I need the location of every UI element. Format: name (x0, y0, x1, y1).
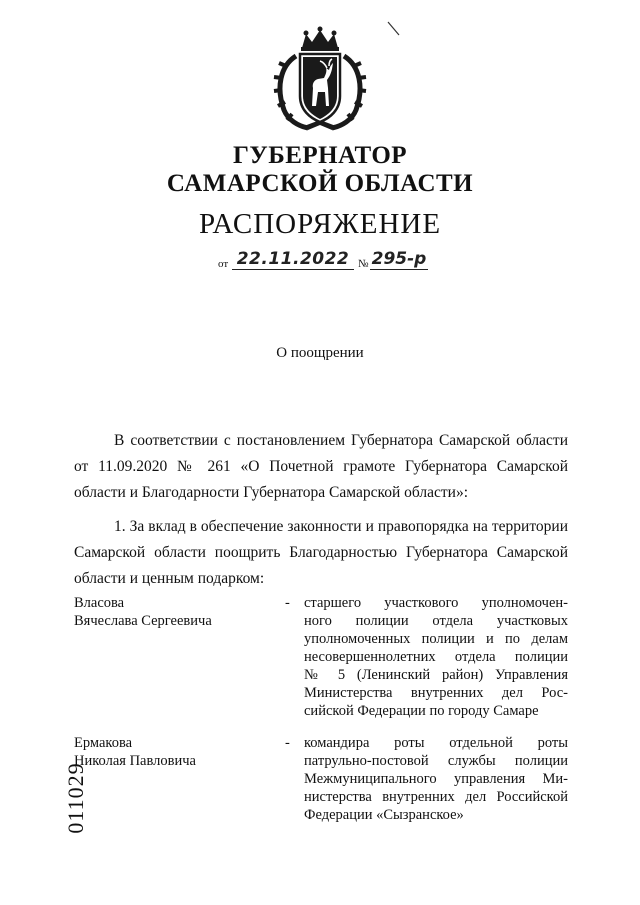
document-type-title: РАСПОРЯЖЕНИЕ (198, 208, 442, 240)
position-line: сийской Федерации по городу Самаре (304, 703, 539, 719)
awardee-surname: Власова (74, 595, 125, 611)
awardee-surname: Ермакова (74, 735, 133, 751)
position-line: Федерации «Сызранское» (304, 807, 464, 823)
position-line: несовершеннолетних отдела полиции (304, 649, 568, 665)
position-line: ного полиции отдела участковых (304, 613, 568, 629)
stray-pen-mark (386, 20, 402, 38)
position-line: № 5 (Ленинский район) Управления (304, 667, 568, 683)
samara-coat-of-arms-icon (272, 26, 368, 132)
position-line: Межмуниципального управления Ми- (304, 771, 568, 787)
governor-title-line2: САМАРСКОЙ ОБЛАСТИ (166, 170, 474, 197)
governor-title-line1: ГУБЕРНАТОР (232, 142, 408, 169)
position-line: командира роты отдельной роты (304, 735, 568, 751)
date-underline (232, 269, 354, 270)
position-line: нистерства внутренних дел Российской (304, 789, 568, 805)
awardee-given-names: Вячеслава Сергеевича (74, 613, 212, 629)
number-underline (370, 269, 428, 270)
awardee-name (74, 734, 274, 770)
handwritten-number: 295-р (371, 249, 427, 269)
position-line: уполномоченных полиции и по делам (304, 631, 568, 647)
side-registration-number: 011029 (63, 762, 88, 834)
position-line: патрульно-постовой службы полиции (304, 753, 568, 769)
decision-paragraph: 1. За вклад в обеспечение законности и правопорядка на территории Самарской области поощрить Благодарностью Губернатора Самарской области и ценным подарком: (74, 518, 568, 587)
awardee-given-names: Николая Павловича (74, 753, 196, 769)
date-prefix: от (218, 258, 229, 270)
entry-dash: - (285, 595, 290, 611)
awardee-position (304, 734, 568, 824)
awardee-position (304, 594, 568, 720)
document-subject: О поощрении (276, 345, 364, 361)
position-line: Министерства внутренних дел Рос- (304, 685, 568, 701)
awardee-name (74, 594, 274, 630)
date-number-line (218, 249, 428, 274)
position-line: старшего участкового уполномочен- (304, 595, 568, 611)
number-label: № (358, 258, 369, 270)
handwritten-date: 22.11.2022 (236, 249, 350, 269)
preamble-paragraph: В соответствии с постановлением Губернатора Самарской области от 11.09.2020 № 261 «О Почетной грамоте Губернатора Самарской области и Благодарности Губернатора Самарской области»: (74, 432, 568, 501)
entry-dash: - (285, 735, 290, 751)
